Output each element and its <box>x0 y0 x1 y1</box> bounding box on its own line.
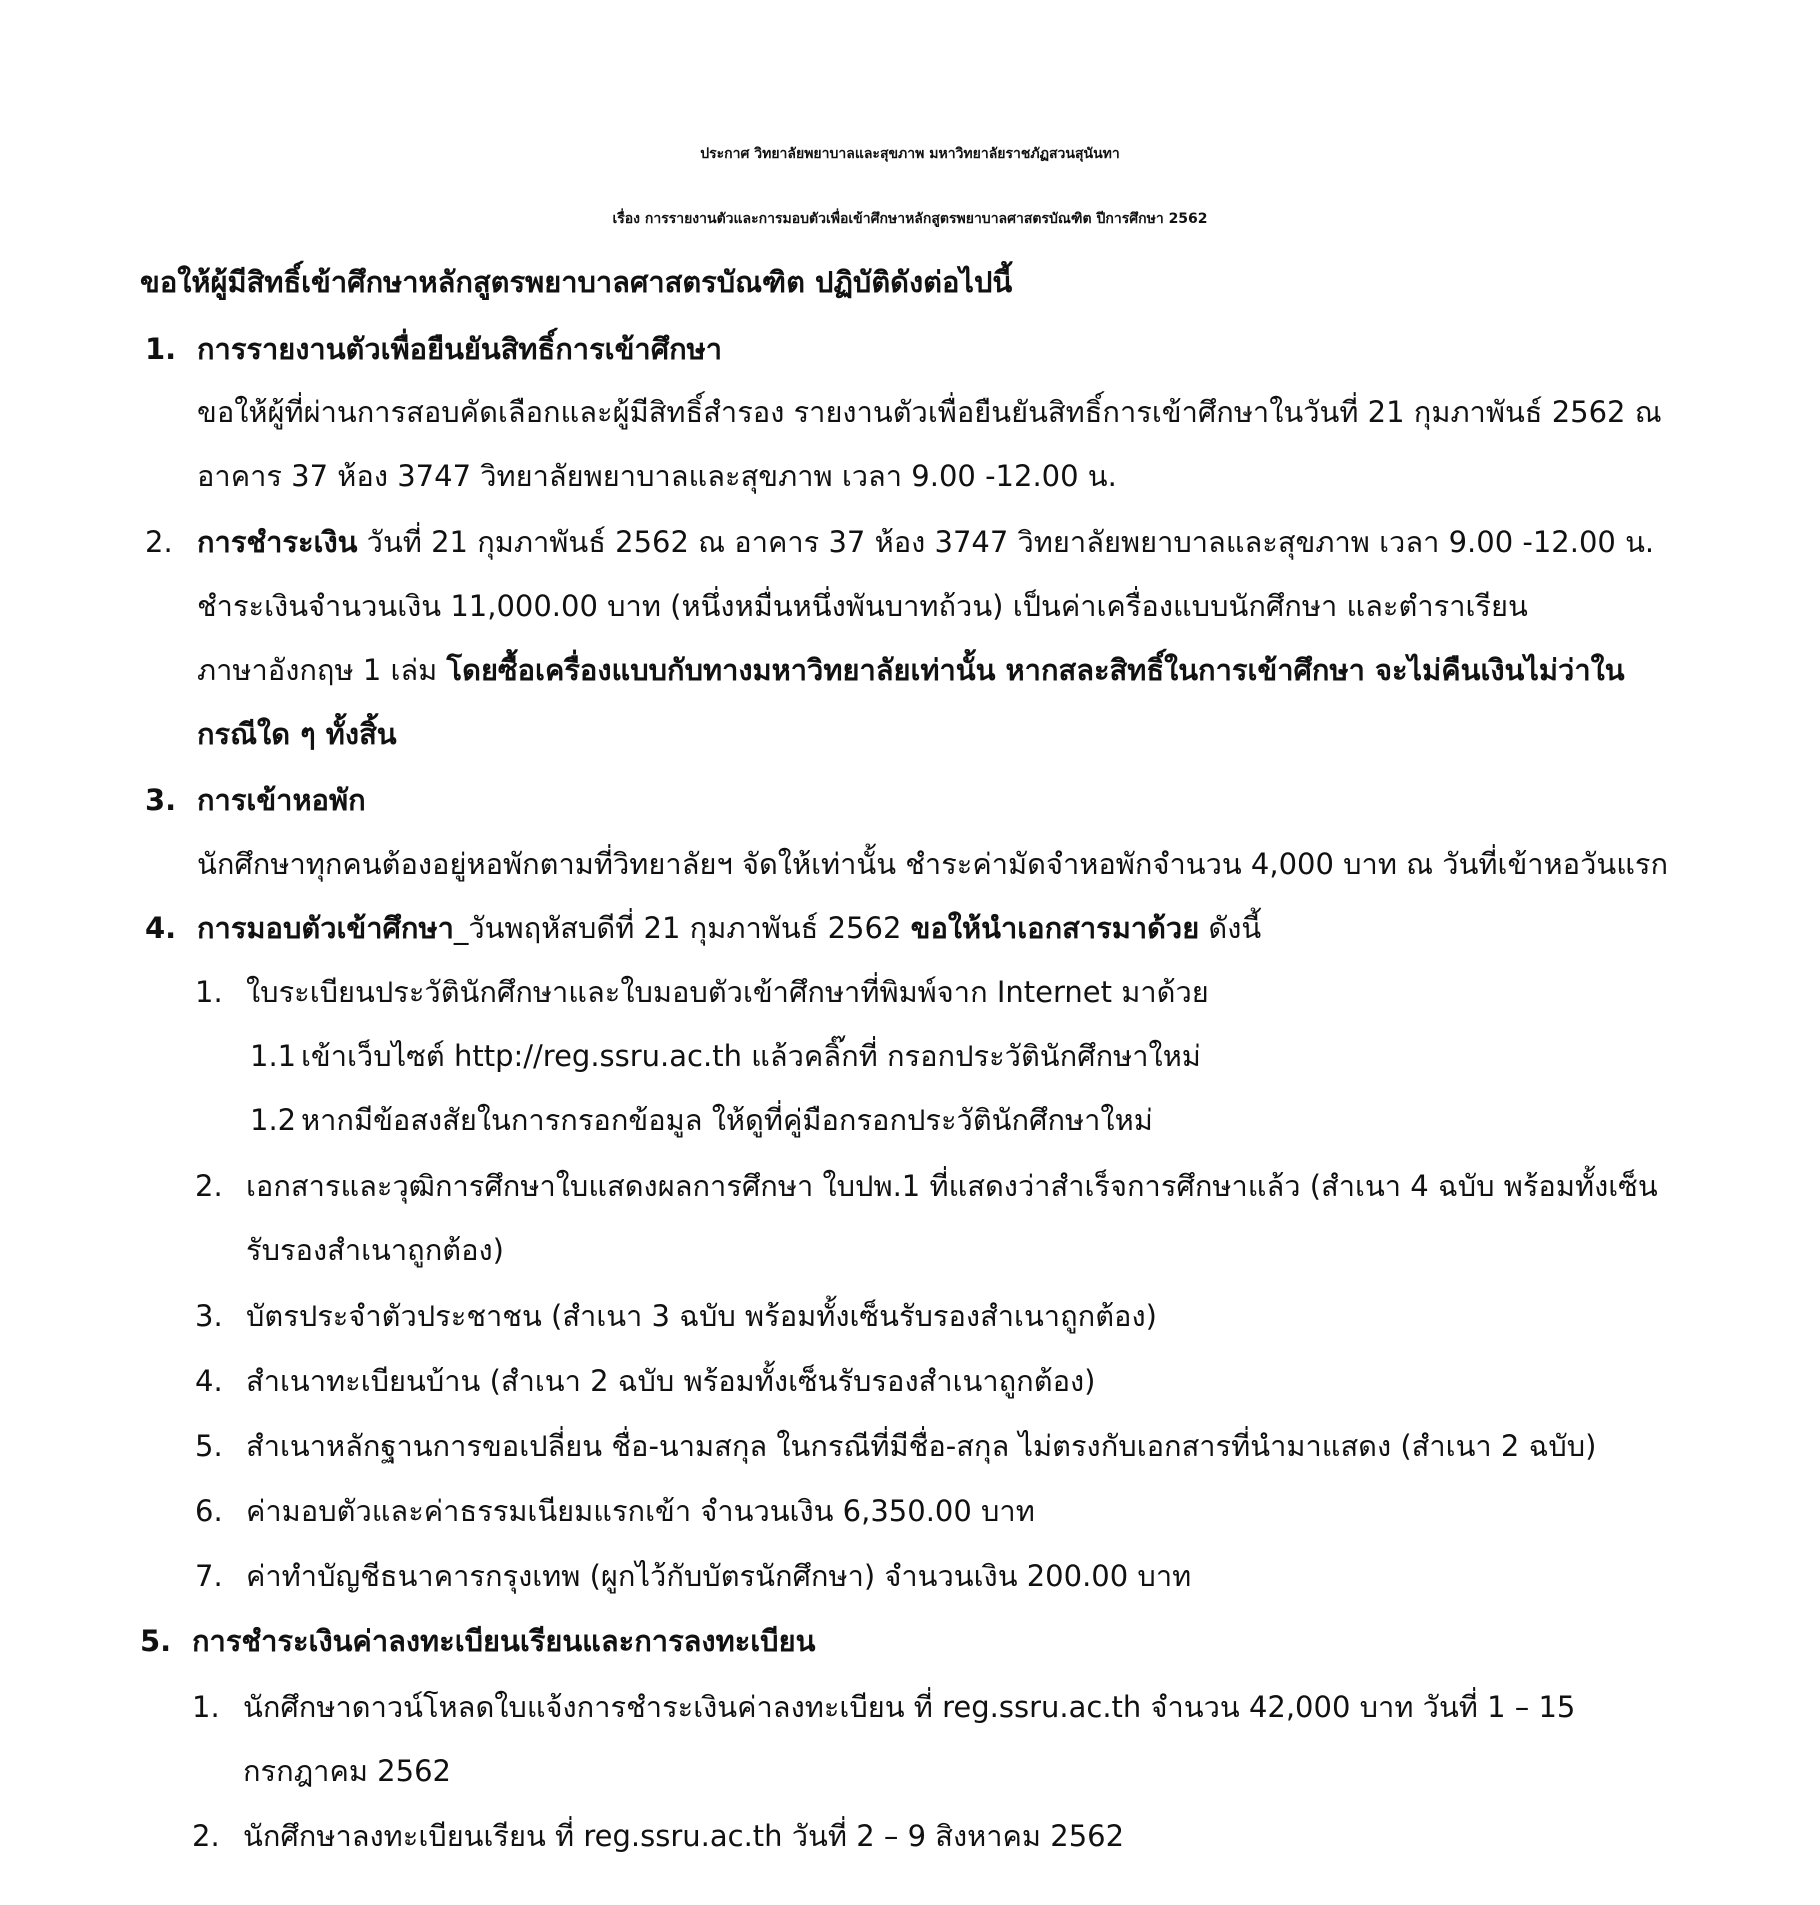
list-item-number: 3. <box>195 1299 223 1333</box>
section-4-emphasis: ขอให้นำเอกสารมาด้วย <box>910 911 1200 945</box>
list-item-number: 2. <box>192 1819 220 1853</box>
list-item-number: 1. <box>192 1690 220 1724</box>
list-item: ค่าทำบัญชีธนาคารกรุงเทพ (ผูกไว้กับบัตรนักศึกษา) จำนวนเงิน 200.00 บาท <box>246 1559 1192 1593</box>
section-1-body: อาคาร 37 ห้อง 3747 วิทยาลัยพยาบาลและสุขภาพ เวลา 9.00 -12.00 น. <box>197 459 1117 493</box>
section-5-number: 5. <box>140 1624 172 1658</box>
section-4-tail: ดังนี้ <box>1199 911 1262 945</box>
sub-item-number: 1.2 <box>250 1103 297 1137</box>
section-1-body: ขอให้ผู้ที่ผ่านการสอบคัดเลือกและผู้มีสิทธิ์สำรอง รายงานตัวเพื่อยืนยันสิทธิ์การเข้าศึกษาในวันที่ 21 กุมภาพันธ์ 2562 ณ <box>197 395 1662 429</box>
section-2-line <box>197 650 1625 690</box>
announcement-title: ประกาศ วิทยาลัยพยาบาลและสุขภาพ มหาวิทยาลัยราชภัฏสวนสุนันทา <box>700 146 1120 162</box>
sub-item: เข้าเว็บไซต์ http://reg.ssru.ac.th แล้วคลิ๊กที่ กรอกประวัตินักศึกษาใหม่ <box>301 1039 1201 1073</box>
list-item-number: 4. <box>195 1364 223 1398</box>
section-2-title: การชำระเงิน <box>197 525 358 559</box>
list-item-number: 5. <box>195 1429 223 1463</box>
section-2-emphasis: กรณีใด ๆ ทั้งสิ้น <box>197 717 397 751</box>
section-5-title: การชำระเงินค่าลงทะเบียนเรียนและการลงทะเบียน <box>192 1624 816 1658</box>
list-item: เอกสารและวุฒิการศึกษาใบแสดงผลการศึกษา ใบปพ.1 ที่แสดงว่าสำเร็จการศึกษาแล้ว (สำเนา 4 ฉบับ พร้อมทั้งเซ็น <box>246 1169 1658 1203</box>
section-2-body: ชำระเงินจำนวนเงิน 11,000.00 บาท (หนึ่งหมื่นหนึ่งพันบาทถ้วน) เป็นค่าเครื่องแบบนักศึกษา และตำราเรียน <box>197 589 1528 623</box>
section-2-emphasis: โดยซื้อเครื่องแบบกับทางมหาวิทยาลัยเท่านั้น หากสละสิทธิ์ในการเข้าศึกษา จะไม่คืนเงินไม่ว่าใน <box>446 653 1625 687</box>
section-4-title: การมอบตัวเข้าศึกษา <box>197 911 454 945</box>
section-2-number: 2. <box>145 525 173 559</box>
section-2-text: ภาษาอังกฤษ 1 เล่ม <box>197 653 447 687</box>
section-1-title: การรายงานตัวเพื่อยืนยันสิทธิ์การเข้าศึกษา <box>197 332 723 366</box>
section-4-date: _วันพฤหัสบดีที่ 21 กุมภาพันธ์ 2562 <box>453 911 911 945</box>
section-2-line <box>197 522 1654 562</box>
list-item-number: 1. <box>195 975 223 1009</box>
announcement-intro: ขอให้ผู้มีสิทธิ์เข้าศึกษาหลักสูตรพยาบาลศาสตรบัณฑิต ปฏิบัติดังต่อไปนี้ <box>140 265 1013 299</box>
section-4-heading <box>197 908 1261 948</box>
section-2-text: วันที่ 21 กุมภาพันธ์ 2562 ณ อาคาร 37 ห้อง 3747 วิทยาลัยพยาบาลและสุขภาพ เวลา 9.00 -12.00 น. <box>357 525 1655 559</box>
list-item-number: 2. <box>195 1169 223 1203</box>
list-item-number: 7. <box>195 1559 223 1593</box>
section-3-number: 3. <box>145 783 177 817</box>
list-item: ใบระเบียนประวัตินักศึกษาและใบมอบตัวเข้าศึกษาที่พิมพ์จาก Internet มาด้วย <box>246 975 1209 1009</box>
list-item-number: 6. <box>195 1494 223 1528</box>
list-item: สำเนาหลักฐานการขอเปลี่ยน ชื่อ-นามสกุล ในกรณีที่มีชื่อ-สกุล ไม่ตรงกับเอกสารที่นำมาแสดง (สำเนา 2 ฉบับ) <box>246 1429 1597 1463</box>
sub-item-number: 1.1 <box>250 1039 297 1073</box>
section-1-number: 1. <box>145 332 177 366</box>
section-3-body: นักศึกษาทุกคนต้องอยู่หอพักตามที่วิทยาลัยฯ จัดให้เท่านั้น ชำระค่ามัดจำหอพักจำนวน 4,000 บาท ณ วันที่เข้าหอวันแรก <box>197 847 1669 881</box>
section-4-number: 4. <box>145 911 177 945</box>
list-item: บัตรประจำตัวประชาชน (สำเนา 3 ฉบับ พร้อมทั้งเซ็นรับรองสำเนาถูกต้อง) <box>246 1299 1157 1333</box>
list-item: ค่ามอบตัวและค่าธรรมเนียมแรกเข้า จำนวนเงิน 6,350.00 บาท <box>246 1494 1035 1528</box>
sub-item: หากมีข้อสงสัยในการกรอกข้อมูล ให้ดูที่คู่มือกรอกประวัตินักศึกษาใหม่ <box>301 1103 1153 1137</box>
section-3-title: การเข้าหอพัก <box>197 783 366 817</box>
list-item: นักศึกษาลงทะเบียนเรียน ที่ reg.ssru.ac.th วันที่ 2 – 9 สิงหาคม 2562 <box>243 1819 1125 1853</box>
list-item: สำเนาทะเบียนบ้าน (สำเนา 2 ฉบับ พร้อมทั้งเซ็นรับรองสำเนาถูกต้อง) <box>246 1364 1096 1398</box>
list-item-continued: รับรองสำเนาถูกต้อง) <box>246 1233 504 1267</box>
list-item-continued: กรกฎาคม 2562 <box>243 1754 451 1788</box>
announcement-subject: เรื่อง การรายงานตัวและการมอบตัวเพื่อเข้าศึกษาหลักสูตรพยาบาลศาสตรบัณฑิต ปีการศึกษา 2562 <box>612 211 1208 227</box>
list-item: นักศึกษาดาวน์โหลดใบแจ้งการชำระเงินค่าลงทะเบียน ที่ reg.ssru.ac.th จำนวน 42,000 บาท วันที่ 1 – 15 <box>243 1690 1576 1724</box>
